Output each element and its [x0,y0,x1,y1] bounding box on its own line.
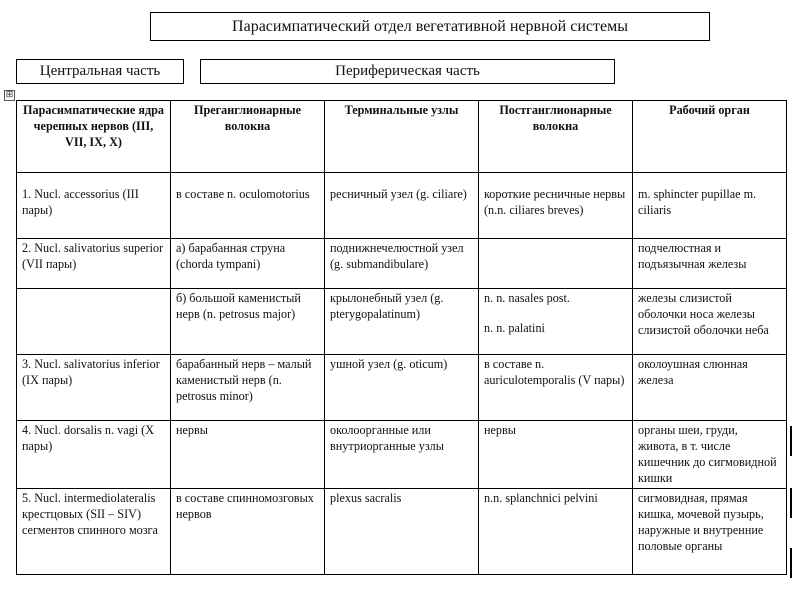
table-row [17,355,787,421]
cell: 2. Nucl. salivatorius superior (VII пары) [17,239,171,289]
cell [479,289,633,355]
header-organ: Рабочий орган [633,101,787,173]
cell: в составе спинномозговых нервов [171,489,325,575]
cell: а) барабанная струна (chorda tympani) [171,239,325,289]
scroll-edge-mark [790,426,792,456]
table-move-handle-icon[interactable]: ⊞ [5,90,14,100]
header-postganglionic: Постганглионарные волокна [479,101,633,173]
cell [17,289,171,355]
cell: 4. Nucl. dorsalis n. vagi (X пары) [17,421,171,489]
central-part-label: Центральная часть [16,59,184,84]
scroll-edge-mark [790,488,792,518]
table-row [17,289,787,355]
cell: 1. Nucl. accessorius (III пары) [17,173,171,239]
cell: нервы [479,421,633,489]
table-row [17,173,787,239]
header-terminal-nodes: Терминальные узлы [325,101,479,173]
cell: 3. Nucl. salivatorius inferior (IX пары) [17,355,171,421]
cell: нервы [171,421,325,489]
parasympathetic-table [16,100,787,575]
cell: поднижнечелюстной узел (g. submandibulare) [325,239,479,289]
cell: подчелюстная и подъязычная железы [633,239,787,289]
cell: в составе n. oculomotorius [171,173,325,239]
table-row [17,421,787,489]
cell-line: n. n. palatini [484,320,545,335]
table-header-row [17,101,787,173]
table-row [17,239,787,289]
cell: сигмовидная, прямая кишка, мочевой пузырь, наружные и внутренние половые органы [633,489,787,575]
page-title: Парасимпатический отдел вегетативной нервной системы [150,12,710,41]
header-nuclei: Парасимпатические ядра черепных нервов (III, VII, IX, X) [17,101,171,173]
cell: m. sphincter pupillae m. ciliaris [633,173,787,239]
scroll-edge-mark [790,548,792,578]
cell: крылонебный узел (g. pterygopalatinum) [325,289,479,355]
cell: в составе n. auriculotemporalis (V пары) [479,355,633,421]
cell: ушной узел (g. oticum) [325,355,479,421]
cell: околоушная слюнная железа [633,355,787,421]
table-row [17,489,787,575]
cell: околоорганные или внутриорганные узлы [325,421,479,489]
cell: органы шеи, груди, живота, в т. числе кишечник до сигмовидной кишки [633,421,787,489]
cell: короткие ресничные нервы (n.n. ciliares breves) [479,173,633,239]
cell-line: n. n. nasales post. [484,291,570,305]
cell [479,239,633,289]
cell: 5. Nucl. intermediolateralis крестцовых (SII – SIV) сегментов спинного мозга [17,489,171,575]
cell: ресничный узел (g. ciliare) [325,173,479,239]
cell: n.n. splanchnici pelvini [479,489,633,575]
cell: барабанный нерв – малый каменистый нерв (n. petrosus minor) [171,355,325,421]
peripheral-part-label: Периферическая часть [200,59,615,84]
header-preganglionic: Преганглионарные волокна [171,101,325,173]
cell: plexus sacralis [325,489,479,575]
cell: б) большой каменистый нерв (n. petrosus major) [171,289,325,355]
cell: железы слизистой оболочки носа железы слизистой оболочки неба [633,289,787,355]
